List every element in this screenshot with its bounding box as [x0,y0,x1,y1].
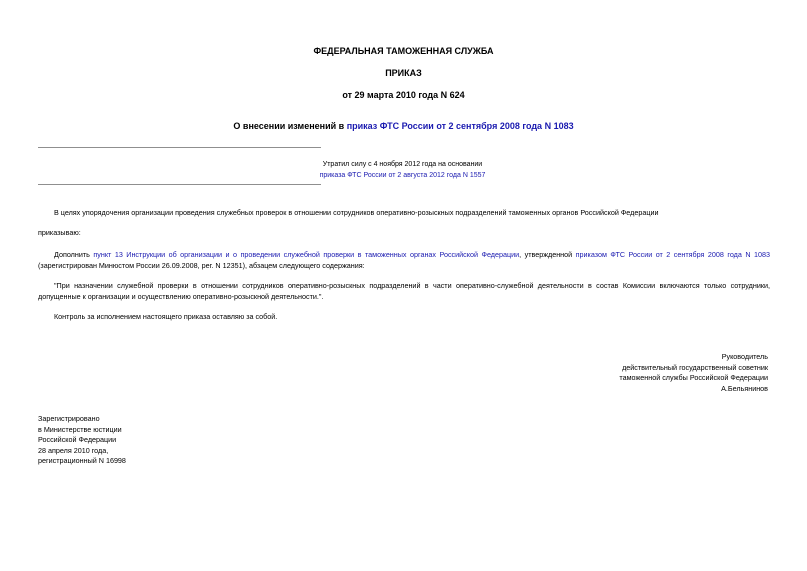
preamble-paragraph: В целях упорядочения организации проведения служебных проверок в отношении сотрудников оперативно-розыскных подразделений таможенных органов Российской Федерации [54,208,659,217]
signature-service: таможенной службы Российской Федерации [619,373,768,382]
document-subject [0,121,807,131]
document-date-number: от 29 марта 2010 года N 624 [342,90,465,100]
control-paragraph: Контроль за исполнением настоящего приказа оставляю за собой. [54,312,278,321]
status-rule-top [38,147,321,148]
instruction-link[interactable]: пункт 13 Инструкции об организации и о проведении служебной проверки в таможенных органах Российской Федерации [93,250,520,259]
registration-line-5: регистрационный N 16998 [38,456,126,465]
status-note-link[interactable]: приказа ФТС России от 2 августа 2012 года N 1557 [319,172,486,179]
status-note [250,159,555,181]
order-word: приказываю: [38,228,81,237]
registration-line-1: Зарегистрировано [38,414,100,423]
subject-prefix: О внесении изменений в [233,121,347,131]
item1-prefix: Дополнить [54,250,94,259]
registration-block [38,414,238,467]
item1-middle: , утвержденной [519,250,576,259]
status-note-text: Утратил силу с 4 ноября 2012 года на основании [322,161,483,168]
signature-rank: действительный государственный советник [622,362,768,372]
signature-block [468,352,768,394]
signature-position: Руководитель [721,352,768,361]
subject-link[interactable]: приказ ФТС России от 2 сентября 2008 года N 1083 [346,121,574,131]
order-1083-link[interactable]: приказом ФТС России от 2 сентября 2008 года N 1083 [575,250,771,259]
item1-paragraph [38,250,770,271]
agency-title: ФЕДЕРАЛЬНАЯ ТАМОЖЕННАЯ СЛУЖБА [313,46,494,56]
document-type: ПРИКАЗ [385,68,422,78]
signature-name: А.Бельянинов [721,383,768,393]
registration-line-4: 28 апреля 2010 года, [38,445,109,455]
registration-line-2: в Министерстве юстиции [38,424,122,434]
item1-suffix: (зарегистрирован Минюстом России 26.09.2008, рег. N 12351), абзацем следующего содержания: [38,260,365,270]
registration-line-3: Российской Федерации [38,435,117,444]
quote-paragraph: "При назначении служебной проверки в отношении сотрудников оперативно-розыскных подразделений в части оперативно-служебной деятельности в состав Комиссии включаются только сотрудники, допущенные к организации и осуществлению оперативно-розыскной деятельности.". [38,281,770,301]
status-rule-bottom [38,184,321,185]
